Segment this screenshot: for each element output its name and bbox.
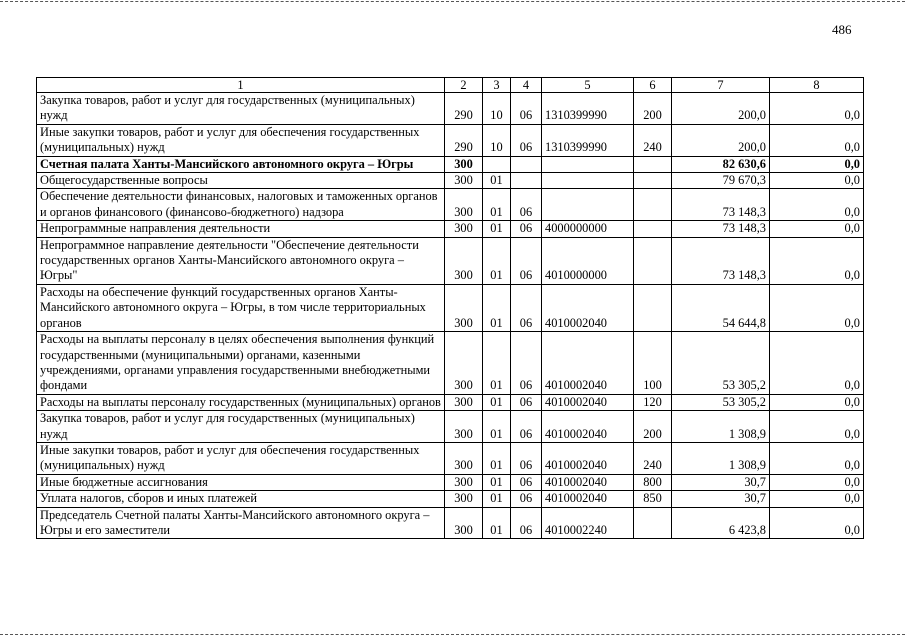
column-header: 3 — [483, 78, 511, 93]
expense-type-cell: 120 — [634, 394, 672, 410]
target-article-cell: 4010002040 — [542, 394, 634, 410]
target-article-cell: 4010002240 — [542, 507, 634, 539]
admin-code-cell: 300 — [445, 507, 483, 539]
target-article-cell: 4010002040 — [542, 332, 634, 395]
subsection-cell: 06 — [511, 394, 542, 410]
row-name-cell: Иные закупки товаров, работ и услуг для обеспечения государственных (муниципальных) нужд — [37, 124, 445, 156]
section-cell: 01 — [483, 411, 511, 443]
table-row — [37, 442, 864, 474]
amount-cell: 79 670,3 — [672, 173, 770, 189]
column-header: 2 — [445, 78, 483, 93]
table-row — [37, 507, 864, 539]
amount-cell: 54 644,8 — [672, 284, 770, 331]
table-row — [37, 491, 864, 507]
amount-cell: 1 308,9 — [672, 411, 770, 443]
amount-2-cell: 0,0 — [770, 394, 864, 410]
admin-code-cell: 300 — [445, 284, 483, 331]
subsection-cell — [511, 156, 542, 172]
amount-cell: 53 305,2 — [672, 332, 770, 395]
subsection-cell: 06 — [511, 189, 542, 221]
table-row — [37, 237, 864, 284]
subsection-cell: 06 — [511, 124, 542, 156]
amount-cell: 73 148,3 — [672, 221, 770, 237]
amount-cell: 30,7 — [672, 474, 770, 490]
subsection-cell: 06 — [511, 284, 542, 331]
section-cell — [483, 156, 511, 172]
expense-type-cell: 240 — [634, 442, 672, 474]
subsection-cell: 06 — [511, 474, 542, 490]
column-header: 1 — [37, 78, 445, 93]
target-article-cell: 4010002040 — [542, 411, 634, 443]
row-name-cell: Расходы на выплаты персоналу государственных (муниципальных) органов — [37, 394, 445, 410]
amount-2-cell: 0,0 — [770, 491, 864, 507]
row-name-cell: Счетная палата Ханты-Мансийского автономного округа – Югры — [37, 156, 445, 172]
expense-type-cell — [634, 507, 672, 539]
target-article-cell — [542, 156, 634, 172]
amount-cell: 82 630,6 — [672, 156, 770, 172]
admin-code-cell: 300 — [445, 221, 483, 237]
row-name-cell: Иные закупки товаров, работ и услуг для обеспечения государственных (муниципальных) нужд — [37, 442, 445, 474]
row-name-cell: Общегосударственные вопросы — [37, 173, 445, 189]
table-row — [37, 474, 864, 490]
row-name-cell: Обеспечение деятельности финансовых, налоговых и таможенных органов и органов финансового (финансово-бюджетного) надзора — [37, 189, 445, 221]
admin-code-cell: 300 — [445, 474, 483, 490]
target-article-cell: 4000000000 — [542, 221, 634, 237]
amount-cell: 200,0 — [672, 124, 770, 156]
column-header: 4 — [511, 78, 542, 93]
admin-code-cell: 300 — [445, 332, 483, 395]
admin-code-cell: 300 — [445, 237, 483, 284]
column-header: 5 — [542, 78, 634, 93]
section-cell: 01 — [483, 237, 511, 284]
amount-2-cell: 0,0 — [770, 189, 864, 221]
amount-2-cell: 0,0 — [770, 124, 864, 156]
target-article-cell: 4010002040 — [542, 284, 634, 331]
subsection-cell: 06 — [511, 237, 542, 284]
section-cell: 10 — [483, 93, 511, 125]
amount-2-cell: 0,0 — [770, 332, 864, 395]
scan-edge-top — [0, 1, 905, 3]
expense-type-cell: 200 — [634, 93, 672, 125]
table-body — [37, 93, 864, 539]
expense-type-cell — [634, 156, 672, 172]
amount-cell: 53 305,2 — [672, 394, 770, 410]
column-header: 6 — [634, 78, 672, 93]
section-cell: 01 — [483, 394, 511, 410]
row-name-cell: Непрограммное направление деятельности "Обеспечение деятельности государственных органов Ханты-Мансийского автономного округа – Югры" — [37, 237, 445, 284]
row-name-cell: Расходы на обеспечение функций государственных органов Ханты-Мансийского автономного округа – Югры, в том числе территориальных органов — [37, 284, 445, 331]
target-article-cell: 4010002040 — [542, 491, 634, 507]
expense-type-cell: 240 — [634, 124, 672, 156]
expense-type-cell: 800 — [634, 474, 672, 490]
subsection-cell: 06 — [511, 507, 542, 539]
table-row — [37, 221, 864, 237]
amount-2-cell: 0,0 — [770, 411, 864, 443]
amount-2-cell: 0,0 — [770, 156, 864, 172]
row-name-cell: Уплата налогов, сборов и иных платежей — [37, 491, 445, 507]
table-row — [37, 93, 864, 125]
section-cell: 01 — [483, 173, 511, 189]
admin-code-cell: 290 — [445, 93, 483, 125]
subsection-cell: 06 — [511, 442, 542, 474]
section-cell: 01 — [483, 284, 511, 331]
admin-code-cell: 290 — [445, 124, 483, 156]
row-name-cell: Иные бюджетные ассигнования — [37, 474, 445, 490]
section-cell: 01 — [483, 474, 511, 490]
expense-type-cell — [634, 189, 672, 221]
target-article-cell: 4010002040 — [542, 474, 634, 490]
section-cell: 01 — [483, 332, 511, 395]
row-name-cell: Непрограммные направления деятельности — [37, 221, 445, 237]
section-cell: 01 — [483, 507, 511, 539]
target-article-cell — [542, 189, 634, 221]
expense-type-cell: 100 — [634, 332, 672, 395]
row-name-cell: Закупка товаров, работ и услуг для государственных (муниципальных) нужд — [37, 93, 445, 125]
expense-type-cell — [634, 284, 672, 331]
target-article-cell: 1310399990 — [542, 124, 634, 156]
amount-2-cell: 0,0 — [770, 237, 864, 284]
page-number: 486 — [832, 22, 852, 37]
table-row — [37, 394, 864, 410]
column-header: 8 — [770, 78, 864, 93]
admin-code-cell: 300 — [445, 394, 483, 410]
amount-cell: 73 148,3 — [672, 237, 770, 284]
amount-2-cell: 0,0 — [770, 442, 864, 474]
section-cell: 01 — [483, 491, 511, 507]
expense-type-cell: 850 — [634, 491, 672, 507]
amount-2-cell: 0,0 — [770, 173, 864, 189]
target-article-cell: 4010002040 — [542, 442, 634, 474]
subsection-cell: 06 — [511, 411, 542, 443]
amount-cell: 200,0 — [672, 93, 770, 125]
subsection-cell: 06 — [511, 221, 542, 237]
section-cell: 10 — [483, 124, 511, 156]
table-row — [37, 332, 864, 395]
scan-edge-bottom — [0, 634, 905, 636]
admin-code-cell: 300 — [445, 156, 483, 172]
amount-2-cell: 0,0 — [770, 474, 864, 490]
table-row — [37, 124, 864, 156]
subsection-cell: 06 — [511, 93, 542, 125]
admin-code-cell: 300 — [445, 442, 483, 474]
admin-code-cell: 300 — [445, 491, 483, 507]
subsection-cell — [511, 173, 542, 189]
budget-table — [36, 77, 864, 539]
section-cell: 01 — [483, 221, 511, 237]
amount-2-cell: 0,0 — [770, 507, 864, 539]
row-name-cell: Закупка товаров, работ и услуг для государственных (муниципальных) нужд — [37, 411, 445, 443]
admin-code-cell: 300 — [445, 173, 483, 189]
row-name-cell: Председатель Счетной палаты Ханты-Мансийского автономного округа – Югры и его заместители — [37, 507, 445, 539]
amount-2-cell: 0,0 — [770, 93, 864, 125]
subsection-cell: 06 — [511, 491, 542, 507]
table-row — [37, 173, 864, 189]
subsection-cell: 06 — [511, 332, 542, 395]
amount-2-cell: 0,0 — [770, 284, 864, 331]
table-row — [37, 156, 864, 172]
target-article-cell: 1310399990 — [542, 93, 634, 125]
section-cell: 01 — [483, 189, 511, 221]
amount-cell: 73 148,3 — [672, 189, 770, 221]
header-row — [37, 78, 864, 93]
amount-cell: 1 308,9 — [672, 442, 770, 474]
section-cell: 01 — [483, 442, 511, 474]
table-row — [37, 284, 864, 331]
expense-type-cell — [634, 221, 672, 237]
row-name-cell: Расходы на выплаты персоналу в целях обеспечения выполнения функций государственными (муниципальными) органами, казенными учреждениями, органами управления государственными внебюджетными фондами — [37, 332, 445, 395]
expense-type-cell: 200 — [634, 411, 672, 443]
admin-code-cell: 300 — [445, 411, 483, 443]
amount-cell: 6 423,8 — [672, 507, 770, 539]
expense-type-cell — [634, 173, 672, 189]
target-article-cell — [542, 173, 634, 189]
table-row — [37, 411, 864, 443]
target-article-cell: 4010000000 — [542, 237, 634, 284]
amount-cell: 30,7 — [672, 491, 770, 507]
table-row — [37, 189, 864, 221]
admin-code-cell: 300 — [445, 189, 483, 221]
column-header: 7 — [672, 78, 770, 93]
amount-2-cell: 0,0 — [770, 221, 864, 237]
expense-type-cell — [634, 237, 672, 284]
